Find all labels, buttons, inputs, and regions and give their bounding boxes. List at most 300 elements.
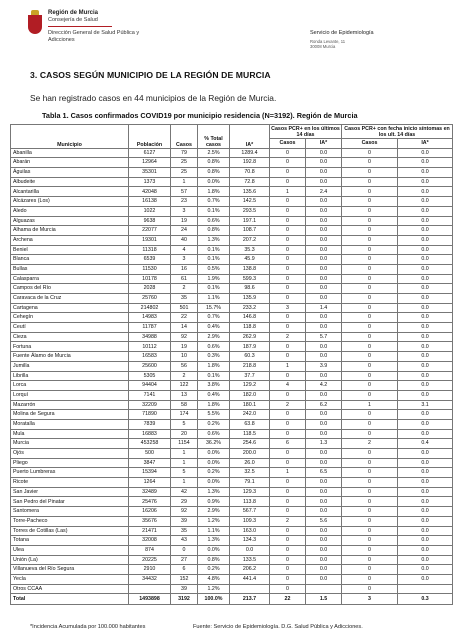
table-row bbox=[11, 449, 453, 459]
cell-g2-casos: 2 bbox=[342, 439, 398, 449]
cell-casos: 22 bbox=[171, 313, 198, 323]
cell-poblacion: 214802 bbox=[129, 303, 171, 313]
cell-ia: 180.1 bbox=[230, 400, 270, 410]
cell-casos: 25 bbox=[171, 158, 198, 168]
cell-g2-ia: 0.0 bbox=[398, 458, 453, 468]
cell-casos: 39 bbox=[171, 584, 198, 594]
cell-ia: 109.3 bbox=[230, 516, 270, 526]
table-row bbox=[11, 478, 453, 488]
cell-municipio: San Javier bbox=[11, 487, 129, 497]
col-header-g2-casos: Casos bbox=[342, 139, 398, 149]
cell-g1-casos: 0 bbox=[270, 245, 306, 255]
table-row bbox=[11, 158, 453, 168]
cell-ia: 182.0 bbox=[230, 390, 270, 400]
cell-ia: 138.8 bbox=[230, 264, 270, 274]
cell-poblacion: 19301 bbox=[129, 235, 171, 245]
cell-poblacion: 11318 bbox=[129, 245, 171, 255]
cell-g1-ia: 0.0 bbox=[306, 168, 342, 178]
cell-g2-casos: 0 bbox=[342, 574, 398, 584]
cell-ia: 213.7 bbox=[230, 594, 270, 605]
cell-g1-casos: 0 bbox=[270, 197, 306, 207]
cell-g2-casos: 0 bbox=[342, 264, 398, 274]
cell-g1-casos: 0 bbox=[270, 536, 306, 546]
cell-g1-casos: 22 bbox=[270, 594, 306, 605]
cell-g1-casos: 0 bbox=[270, 555, 306, 565]
cell-g1-ia: 0.0 bbox=[306, 419, 342, 429]
cell-casos: 6 bbox=[171, 565, 198, 575]
cell-g2-casos: 0 bbox=[342, 497, 398, 507]
cell-ia: 293.5 bbox=[230, 206, 270, 216]
cell-casos: 5 bbox=[171, 468, 198, 478]
table-row bbox=[11, 545, 453, 555]
cell-casos: 24 bbox=[171, 226, 198, 236]
cell-poblacion: 9638 bbox=[129, 216, 171, 226]
cell-municipio: Librilla bbox=[11, 371, 129, 381]
cell-poblacion: 2910 bbox=[129, 565, 171, 575]
cell-g1-ia: 0.0 bbox=[306, 274, 342, 284]
cell-g2-casos: 0 bbox=[342, 468, 398, 478]
cell-g1-casos: 4 bbox=[270, 381, 306, 391]
cell-ia: 254.6 bbox=[230, 439, 270, 449]
cell-g1-ia: 0.0 bbox=[306, 574, 342, 584]
cell-g2-ia: 0.0 bbox=[398, 352, 453, 362]
cell-g1-casos: 2 bbox=[270, 400, 306, 410]
table-row bbox=[11, 429, 453, 439]
cell-ia: 45.9 bbox=[230, 255, 270, 265]
cell-municipio: Blanca bbox=[11, 255, 129, 265]
cell-g1-casos: 0 bbox=[270, 449, 306, 459]
table-row bbox=[11, 487, 453, 497]
cell-poblacion: 35301 bbox=[129, 168, 171, 178]
cell-municipio: Albudeite bbox=[11, 177, 129, 187]
cell-ia: 37.7 bbox=[230, 371, 270, 381]
cell-g2-ia: 0.0 bbox=[398, 410, 453, 420]
table-row bbox=[11, 497, 453, 507]
col-header-casos: Casos bbox=[171, 125, 198, 149]
cell-ia: 32.5 bbox=[230, 468, 270, 478]
cell-poblacion: 1493898 bbox=[129, 594, 171, 605]
cell-casos: 19 bbox=[171, 216, 198, 226]
cell-municipio: Villanueva del Río Segura bbox=[11, 565, 129, 575]
cell-casos: 57 bbox=[171, 187, 198, 197]
cell-municipio: Yecla bbox=[11, 574, 129, 584]
cell-poblacion: 1373 bbox=[129, 177, 171, 187]
cell-ia: 207.2 bbox=[230, 235, 270, 245]
cell-g2-ia: 0.0 bbox=[398, 497, 453, 507]
cell-g1-ia: 0.0 bbox=[306, 226, 342, 236]
cell-g1-casos: 0 bbox=[270, 429, 306, 439]
cell-poblacion: 7839 bbox=[129, 419, 171, 429]
cell-g1-casos: 2 bbox=[270, 516, 306, 526]
cell-ia: 192.8 bbox=[230, 158, 270, 168]
cell-g1-ia: 0.0 bbox=[306, 323, 342, 333]
table-row bbox=[11, 439, 453, 449]
cell-g2-ia: 0.0 bbox=[398, 187, 453, 197]
cell-casos: 14 bbox=[171, 323, 198, 333]
cell-g1-ia: 0.0 bbox=[306, 565, 342, 575]
cell-g2-ia: 0.0 bbox=[398, 526, 453, 536]
cell-g2-ia: 0.0 bbox=[398, 478, 453, 488]
cell-g2-ia: 0.0 bbox=[398, 206, 453, 216]
cell-g1-ia: 1.3 bbox=[306, 439, 342, 449]
cell-g2-casos: 0 bbox=[342, 187, 398, 197]
cell-ia: 146.8 bbox=[230, 313, 270, 323]
cell-pct-total: 36.2% bbox=[198, 439, 230, 449]
table-row bbox=[11, 197, 453, 207]
cell-municipio: Molina de Segura bbox=[11, 410, 129, 420]
cell-g2-ia: 0.0 bbox=[398, 449, 453, 459]
cell-ia: 72.8 bbox=[230, 177, 270, 187]
cell-g1-ia: 0.0 bbox=[306, 536, 342, 546]
cell-pct-total: 0.1% bbox=[198, 206, 230, 216]
cell-ia: 262.9 bbox=[230, 332, 270, 342]
cell-g2-casos: 0 bbox=[342, 342, 398, 352]
cell-municipio: San Pedro del Pinatar bbox=[11, 497, 129, 507]
cell-poblacion: 14983 bbox=[129, 313, 171, 323]
cell-pct-total: 0.8% bbox=[198, 158, 230, 168]
cell-casos: 19 bbox=[171, 342, 198, 352]
cell-g1-ia: 0.0 bbox=[306, 390, 342, 400]
cell-g1-ia: 0.0 bbox=[306, 206, 342, 216]
cell-g1-ia: 0.0 bbox=[306, 371, 342, 381]
cell-g2-ia bbox=[398, 584, 453, 594]
cell-g2-casos: 0 bbox=[342, 487, 398, 497]
cell-pct-total: 0.6% bbox=[198, 429, 230, 439]
cell-ia: 163.0 bbox=[230, 526, 270, 536]
cell-g1-casos: 0 bbox=[270, 284, 306, 294]
cell-g2-casos: 0 bbox=[342, 536, 398, 546]
cell-pct-total: 1.1% bbox=[198, 526, 230, 536]
cell-g2-casos: 0 bbox=[342, 255, 398, 265]
cell-g2-casos: 0 bbox=[342, 565, 398, 575]
cell-casos: 4 bbox=[171, 245, 198, 255]
cell-g2-ia: 0.0 bbox=[398, 148, 453, 158]
cell-poblacion: 71890 bbox=[129, 410, 171, 420]
cell-g1-ia: 0.0 bbox=[306, 158, 342, 168]
cell-casos: 10 bbox=[171, 352, 198, 362]
cell-municipio: Cieza bbox=[11, 332, 129, 342]
cell-g1-casos: 0 bbox=[270, 274, 306, 284]
cell-municipio: Alcázares (Los) bbox=[11, 197, 129, 207]
cell-ia: 206.2 bbox=[230, 565, 270, 575]
cell-pct-total: 0.0% bbox=[198, 545, 230, 555]
table-row bbox=[11, 536, 453, 546]
cell-pct-total: 1.2% bbox=[198, 516, 230, 526]
cell-pct-total: 3.8% bbox=[198, 381, 230, 391]
cell-g1-casos: 0 bbox=[270, 158, 306, 168]
cell-g1-casos: 6 bbox=[270, 439, 306, 449]
cell-casos: 174 bbox=[171, 410, 198, 420]
cell-g2-ia: 0.0 bbox=[398, 284, 453, 294]
cell-ia: 60.3 bbox=[230, 352, 270, 362]
cell-casos: 152 bbox=[171, 574, 198, 584]
cell-g1-casos: 1 bbox=[270, 468, 306, 478]
table-row bbox=[11, 168, 453, 178]
cell-g2-casos: 0 bbox=[342, 584, 398, 594]
cell-g2-casos: 0 bbox=[342, 313, 398, 323]
cell-ia: 133.5 bbox=[230, 555, 270, 565]
cell-g1-ia: 5.7 bbox=[306, 332, 342, 342]
cell-municipio: Aledo bbox=[11, 206, 129, 216]
cell-pct-total: 1.2% bbox=[198, 584, 230, 594]
col-header-pct-total: % Total casos bbox=[198, 125, 230, 149]
cell-poblacion: 32008 bbox=[129, 536, 171, 546]
cell-poblacion: 5305 bbox=[129, 371, 171, 381]
cell-g1-casos: 1 bbox=[270, 361, 306, 371]
cell-casos: 1 bbox=[171, 177, 198, 187]
cell-ia: 197.1 bbox=[230, 216, 270, 226]
cell-g1-ia: 6.5 bbox=[306, 468, 342, 478]
cell-g1-ia: 6.2 bbox=[306, 400, 342, 410]
cell-poblacion: 12964 bbox=[129, 158, 171, 168]
cell-g2-ia: 0.0 bbox=[398, 332, 453, 342]
cell-g1-casos: 0 bbox=[270, 352, 306, 362]
cell-g2-ia: 0.0 bbox=[398, 371, 453, 381]
cell-g2-casos: 0 bbox=[342, 294, 398, 304]
cell-pct-total: 0.0% bbox=[198, 449, 230, 459]
cell-g2-casos: 0 bbox=[342, 332, 398, 342]
cell-poblacion: 500 bbox=[129, 449, 171, 459]
cell-g2-casos: 0 bbox=[342, 303, 398, 313]
cell-pct-total: 0.0% bbox=[198, 177, 230, 187]
cell-poblacion: 2028 bbox=[129, 284, 171, 294]
cell-municipio: Caravaca de la Cruz bbox=[11, 294, 129, 304]
cell-g1-casos: 0 bbox=[270, 574, 306, 584]
cell-g2-casos: 3 bbox=[342, 594, 398, 605]
cell-g2-ia: 0.0 bbox=[398, 274, 453, 284]
cell-poblacion: 22077 bbox=[129, 226, 171, 236]
cell-casos: 27 bbox=[171, 555, 198, 565]
cell-pct-total: 0.5% bbox=[198, 264, 230, 274]
table-row bbox=[11, 526, 453, 536]
cell-pct-total: 0.6% bbox=[198, 342, 230, 352]
cell-municipio: Alguazas bbox=[11, 216, 129, 226]
cell-ia: 135.9 bbox=[230, 294, 270, 304]
cell-pct-total: 0.0% bbox=[198, 478, 230, 488]
cell-g2-casos: 0 bbox=[342, 274, 398, 284]
cell-pct-total: 1.8% bbox=[198, 400, 230, 410]
cell-g1-ia: 3.9 bbox=[306, 361, 342, 371]
cell-poblacion: 7141 bbox=[129, 390, 171, 400]
cell-pct-total: 2.9% bbox=[198, 507, 230, 517]
cell-g2-ia: 0.0 bbox=[398, 342, 453, 352]
cell-municipio: Totana bbox=[11, 536, 129, 546]
cell-g2-ia: 0.4 bbox=[398, 439, 453, 449]
cell-g2-casos: 0 bbox=[342, 177, 398, 187]
cell-pct-total: 0.6% bbox=[198, 216, 230, 226]
cell-municipio: Murcia bbox=[11, 439, 129, 449]
cell-g1-ia: 0.0 bbox=[306, 507, 342, 517]
section-title: 3. CASOS SEGÚN MUNICIPIO DE LA REGIÓN DE MURCIA bbox=[30, 70, 271, 80]
cell-g2-ia: 0.3 bbox=[398, 594, 453, 605]
cell-g1-casos: 0 bbox=[270, 342, 306, 352]
cell-casos: 39 bbox=[171, 516, 198, 526]
cell-municipio: Lorquí bbox=[11, 390, 129, 400]
cell-ia: 187.9 bbox=[230, 342, 270, 352]
cell-municipio: Campos del Río bbox=[11, 284, 129, 294]
table-row bbox=[11, 255, 453, 265]
cell-g1-casos: 0 bbox=[270, 168, 306, 178]
cell-g2-casos: 0 bbox=[342, 168, 398, 178]
cell-casos: 35 bbox=[171, 526, 198, 536]
cell-casos: 92 bbox=[171, 332, 198, 342]
cell-municipio: Mula bbox=[11, 429, 129, 439]
table-row bbox=[11, 284, 453, 294]
cell-g2-ia: 0.0 bbox=[398, 226, 453, 236]
cell-municipio: Puerto Lumbreras bbox=[11, 468, 129, 478]
cell-ia: 599.3 bbox=[230, 274, 270, 284]
cell-casos: 3 bbox=[171, 255, 198, 265]
cell-municipio: Archena bbox=[11, 235, 129, 245]
table-row bbox=[11, 216, 453, 226]
cell-g1-casos: 0 bbox=[270, 565, 306, 575]
cell-casos: 35 bbox=[171, 294, 198, 304]
footnote: *Incidencia Acumulada por 100.000 habitantes bbox=[30, 624, 146, 630]
cell-casos: 3 bbox=[171, 206, 198, 216]
cell-poblacion: 25760 bbox=[129, 294, 171, 304]
address-line-2: 30008 Murcia bbox=[310, 44, 336, 49]
table-row bbox=[11, 148, 453, 158]
cell-ia: 0.0 bbox=[230, 545, 270, 555]
cell-g2-ia: 0.0 bbox=[398, 323, 453, 333]
table-row bbox=[11, 245, 453, 255]
cell-g1-ia: 0.0 bbox=[306, 294, 342, 304]
cell-g2-ia: 0.0 bbox=[398, 255, 453, 265]
cell-g2-ia: 0.0 bbox=[398, 294, 453, 304]
table-row bbox=[11, 381, 453, 391]
cell-pct-total: 0.1% bbox=[198, 371, 230, 381]
cell-pct-total: 1.3% bbox=[198, 536, 230, 546]
cell-municipio: Águilas bbox=[11, 168, 129, 178]
cell-g2-ia: 0.0 bbox=[398, 419, 453, 429]
cell-g1-ia: 0.0 bbox=[306, 497, 342, 507]
cell-g1-casos: 0 bbox=[270, 545, 306, 555]
cell-poblacion: 16138 bbox=[129, 197, 171, 207]
cell-casos: 122 bbox=[171, 381, 198, 391]
table-row bbox=[11, 177, 453, 187]
table-row bbox=[11, 555, 453, 565]
table-row bbox=[11, 516, 453, 526]
cell-casos: 2 bbox=[171, 371, 198, 381]
cell-pct-total: 0.8% bbox=[198, 168, 230, 178]
cell-pct-total: 0.4% bbox=[198, 390, 230, 400]
cell-municipio: Cehegín bbox=[11, 313, 129, 323]
cell-pct-total: 1.1% bbox=[198, 294, 230, 304]
table-row bbox=[11, 458, 453, 468]
cell-g2-ia: 0.0 bbox=[398, 158, 453, 168]
cell-g2-casos: 0 bbox=[342, 245, 398, 255]
cell-pct-total: 0.9% bbox=[198, 497, 230, 507]
cell-poblacion: 16583 bbox=[129, 352, 171, 362]
region-crest-logo bbox=[28, 10, 42, 34]
cell-g1-ia: 0.0 bbox=[306, 245, 342, 255]
cell-g1-casos: 0 bbox=[270, 458, 306, 468]
cell-municipio: Fuente Álamo de Murcia bbox=[11, 352, 129, 362]
cell-ia: 63.8 bbox=[230, 419, 270, 429]
cell-poblacion: 35676 bbox=[129, 516, 171, 526]
cell-g2-ia: 0.0 bbox=[398, 264, 453, 274]
cell-casos: 1154 bbox=[171, 439, 198, 449]
cell-g1-ia: 1.5 bbox=[306, 594, 342, 605]
cell-ia: 134.3 bbox=[230, 536, 270, 546]
cell-g1-ia: 0.0 bbox=[306, 148, 342, 158]
cell-g2-casos: 0 bbox=[342, 206, 398, 216]
cell-g2-casos: 0 bbox=[342, 526, 398, 536]
col-header-ia: IA* bbox=[230, 125, 270, 149]
cell-pct-total: 1.9% bbox=[198, 274, 230, 284]
cell-g2-ia: 0.0 bbox=[398, 177, 453, 187]
cell-g1-ia: 0.0 bbox=[306, 429, 342, 439]
cell-casos: 23 bbox=[171, 197, 198, 207]
table-row bbox=[11, 400, 453, 410]
cell-g1-ia: 0.0 bbox=[306, 352, 342, 362]
cell-casos: 43 bbox=[171, 536, 198, 546]
cell-g2-ia: 0.0 bbox=[398, 565, 453, 575]
cell-ia: 233.2 bbox=[230, 303, 270, 313]
cell-g1-casos: 1 bbox=[270, 187, 306, 197]
table-row bbox=[11, 235, 453, 245]
table-row bbox=[11, 468, 453, 478]
cell-municipio: Cartagena bbox=[11, 303, 129, 313]
cell-g2-casos: 0 bbox=[342, 516, 398, 526]
cell-municipio: Pliego bbox=[11, 458, 129, 468]
cell-poblacion: 25476 bbox=[129, 497, 171, 507]
cell-municipio: Lorca bbox=[11, 381, 129, 391]
cell-poblacion bbox=[129, 584, 171, 594]
table-row bbox=[11, 274, 453, 284]
cell-municipio: Bullas bbox=[11, 264, 129, 274]
cell-ia: 108.7 bbox=[230, 226, 270, 236]
cell-g2-ia: 0.0 bbox=[398, 168, 453, 178]
cell-poblacion: 15394 bbox=[129, 468, 171, 478]
cell-g1-ia: 0.0 bbox=[306, 284, 342, 294]
cell-g2-casos: 0 bbox=[342, 449, 398, 459]
cell-g2-ia: 0.0 bbox=[398, 245, 453, 255]
cell-ia: 26.0 bbox=[230, 458, 270, 468]
cell-ia: 79.1 bbox=[230, 478, 270, 488]
cell-g1-casos: 0 bbox=[270, 264, 306, 274]
cell-g1-casos: 0 bbox=[270, 216, 306, 226]
col-header-g1-casos: Casos bbox=[270, 139, 306, 149]
org-name: Región de Murcia bbox=[48, 10, 99, 16]
cell-municipio: Beniel bbox=[11, 245, 129, 255]
service-name: Servicio de Epidemiología bbox=[310, 30, 374, 36]
cell-municipio: Santomera bbox=[11, 507, 129, 517]
cell-pct-total: 1.8% bbox=[198, 361, 230, 371]
cell-g2-ia: 0.0 bbox=[398, 303, 453, 313]
source-note: Fuente: Servicio de Epidemiología. D.G. Salud Pública y Adicciones. bbox=[193, 624, 363, 630]
cell-g1-ia: 0.0 bbox=[306, 264, 342, 274]
cell-casos: 1 bbox=[171, 458, 198, 468]
cell-g1-ia: 0.0 bbox=[306, 555, 342, 565]
table-row bbox=[11, 565, 453, 575]
cell-g2-casos: 1 bbox=[342, 400, 398, 410]
cell-g1-casos: 0 bbox=[270, 177, 306, 187]
table-row bbox=[11, 323, 453, 333]
cell-poblacion: 6539 bbox=[129, 255, 171, 265]
table-row bbox=[11, 206, 453, 216]
table-row bbox=[11, 584, 453, 594]
cell-g1-casos: 0 bbox=[270, 507, 306, 517]
cell-pct-total: 1.3% bbox=[198, 487, 230, 497]
table-row bbox=[11, 332, 453, 342]
cell-pct-total: 0.1% bbox=[198, 245, 230, 255]
cell-g1-ia: 4.2 bbox=[306, 381, 342, 391]
cell-municipio: Alhama de Murcia bbox=[11, 226, 129, 236]
cell-g1-ia: 0.0 bbox=[306, 255, 342, 265]
cell-poblacion: 42048 bbox=[129, 187, 171, 197]
cell-municipio: Ojós bbox=[11, 449, 129, 459]
